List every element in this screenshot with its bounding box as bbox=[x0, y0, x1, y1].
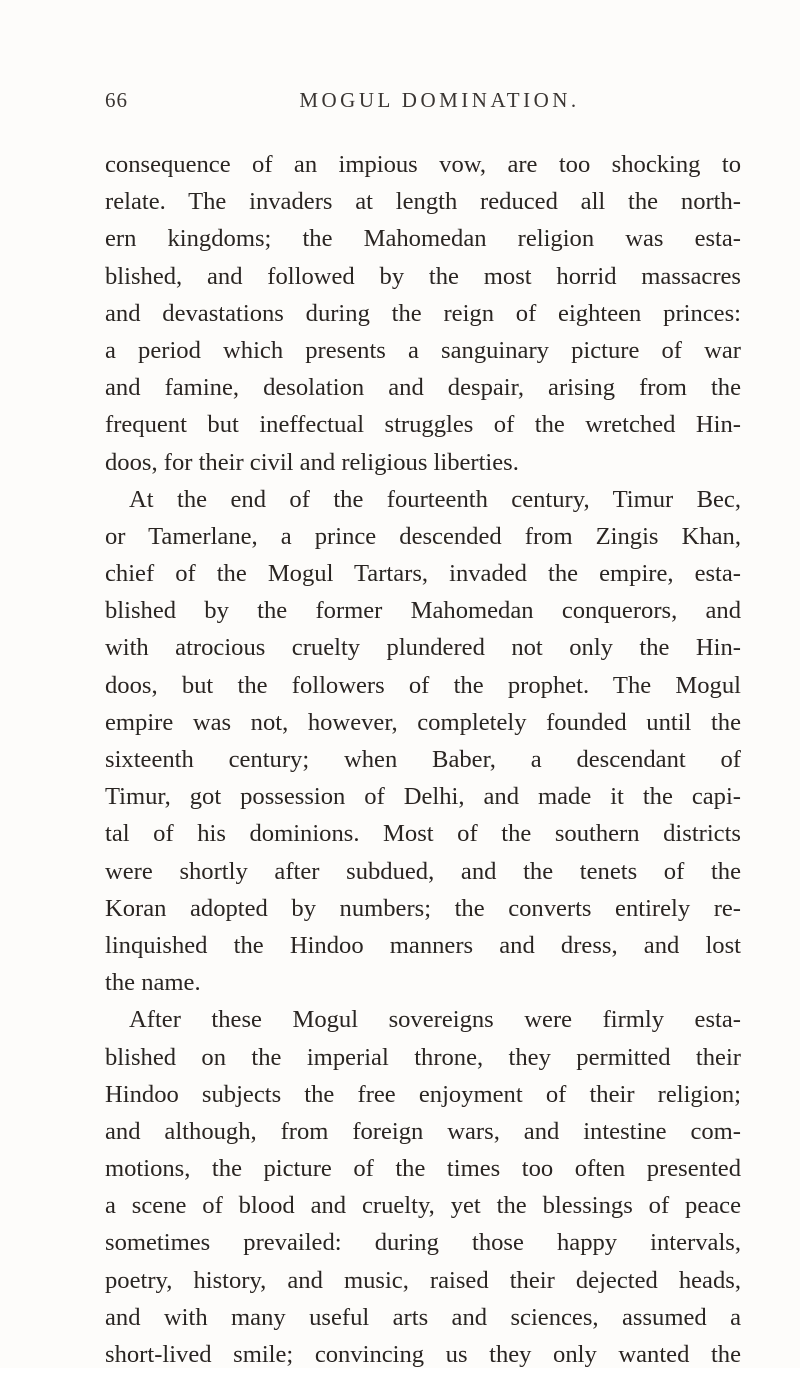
text-line: a period which presents a sanguinary picture of war bbox=[105, 336, 741, 364]
text-line: the name. bbox=[105, 969, 201, 997]
text-line: blished by the former Mahomedan conquerors, and bbox=[105, 597, 741, 625]
text-line: and devastations during the reign of eighteen princes: bbox=[105, 299, 741, 327]
text-line: blished on the imperial throne, they permitted their bbox=[105, 1043, 741, 1071]
text-line: motions, the picture of the times too often presented bbox=[105, 1155, 741, 1183]
text-line: tal of his dominions. Most of the southern districts bbox=[105, 820, 741, 848]
running-title: MOGUL DOMINATION. bbox=[299, 88, 580, 112]
text-line: At the end of the fourteenth century, Timur Bec, bbox=[129, 485, 741, 513]
page-number: 66 bbox=[105, 88, 128, 112]
text-line: doos, but the followers of the prophet. The Mogul bbox=[105, 671, 741, 699]
text-line: or Tamerlane, a prince descended from Zingis Khan, bbox=[105, 522, 741, 550]
text-line: ern kingdoms; the Mahomedan religion was esta- bbox=[105, 225, 741, 253]
text-line: poetry, history, and music, raised their dejected heads, bbox=[105, 1266, 741, 1294]
text-line: frequent but ineffectual struggles of the wretched Hin- bbox=[105, 411, 741, 439]
text-line: and famine, desolation and despair, arising from the bbox=[105, 374, 741, 402]
text-line: sixteenth century; when Baber, a descendant of bbox=[105, 746, 741, 773]
text-line: blished, and followed by the most horrid massacres bbox=[105, 262, 741, 290]
text-line: sometimes prevailed: during those happy intervals, bbox=[105, 1229, 741, 1257]
text-line: and with many useful arts and sciences, assumed a bbox=[105, 1303, 741, 1331]
text-line: with atrocious cruelty plundered not only the Hin- bbox=[105, 634, 741, 662]
text-line: chief of the Mogul Tartars, invaded the empire, esta- bbox=[105, 560, 741, 588]
body-text bbox=[105, 146, 741, 1373]
running-head bbox=[105, 88, 740, 122]
text-line: Hindoo subjects the free enjoyment of their religion; bbox=[105, 1080, 741, 1108]
text-line: After these Mogul sovereigns were firmly esta- bbox=[129, 1006, 741, 1034]
text-line: and although, from foreign wars, and intestine com- bbox=[105, 1117, 741, 1145]
text-line: a scene of blood and cruelty, yet the blessings of peace bbox=[105, 1192, 741, 1220]
text-line: doos, for their civil and religious liberties. bbox=[105, 448, 519, 476]
text-line: relate. The invaders at length reduced all the north- bbox=[105, 188, 741, 216]
text-line: linquished the Hindoo manners and dress, and lost bbox=[105, 931, 741, 959]
text-line: consequence of an impious vow, are too shocking to bbox=[105, 151, 741, 178]
text-line: were shortly after subdued, and the tenets of the bbox=[105, 857, 741, 885]
text-line: short-lived smile; convincing us they only wanted the bbox=[105, 1341, 741, 1368]
text-line: Timur, got possession of Delhi, and made it the capi- bbox=[105, 783, 741, 811]
text-line: empire was not, however, completely founded until the bbox=[105, 708, 741, 736]
text-line: Koran adopted by numbers; the converts entirely re- bbox=[105, 894, 741, 922]
